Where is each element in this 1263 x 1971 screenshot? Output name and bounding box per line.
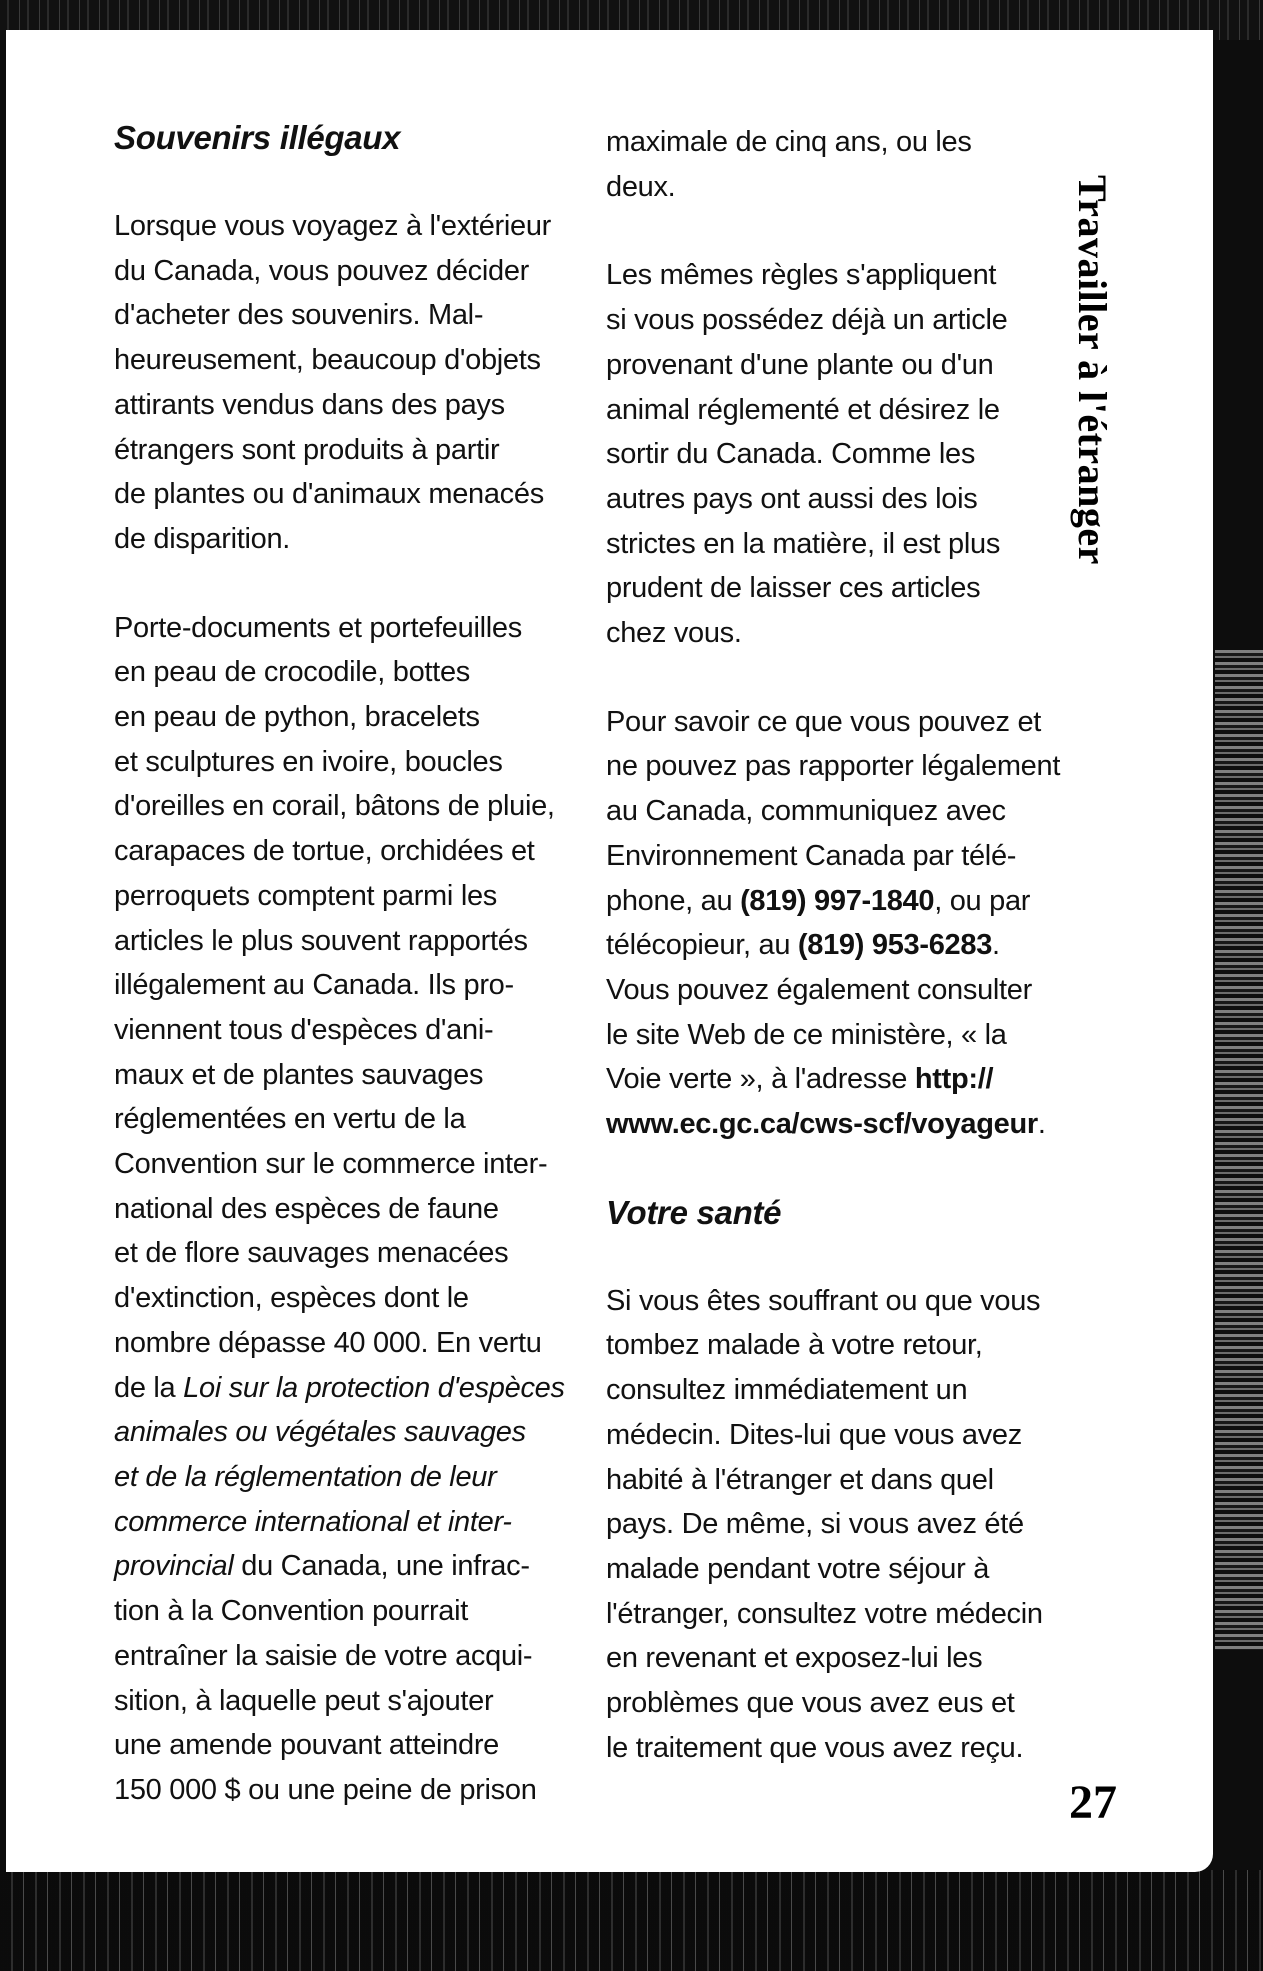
text-line: au Canada, communiquez avec bbox=[606, 795, 1006, 828]
text-line: sition, à laquelle peut s'ajouter bbox=[114, 1684, 494, 1717]
text-line: le traitement que vous avez reçu. bbox=[606, 1731, 1024, 1764]
text-line bbox=[114, 1544, 584, 1589]
text-line: carapaces de tortue, orchidées et bbox=[114, 835, 535, 868]
text-line bbox=[606, 879, 1076, 924]
text-line: Lorsque vous voyagez à l'extérieur bbox=[114, 210, 552, 242]
text-fragment: phone, au bbox=[606, 884, 741, 917]
text-line: nombre dépasse 40 000. En vertu bbox=[114, 1326, 542, 1359]
text-fragment: du Canada, une infrac- bbox=[233, 1550, 530, 1583]
text-line: d'acheter des souvenirs. Mal- bbox=[114, 299, 484, 332]
scan-edge-right bbox=[1215, 650, 1263, 1650]
text-line: ne pouvez pas rapporter légalement bbox=[606, 750, 1061, 783]
paragraph-same-rules bbox=[606, 253, 1076, 655]
text-line: perroquets comptent parmi les bbox=[114, 879, 497, 912]
text-line: le site Web de ce ministère, « la bbox=[606, 1018, 1007, 1051]
text-line: Convention sur le commerce inter- bbox=[114, 1148, 548, 1181]
text-fragment: télécopieur, au bbox=[606, 929, 798, 962]
text-line: de plantes ou d'animaux menacés bbox=[114, 478, 544, 511]
chapter-side-title: Travailler à l'étranger bbox=[1070, 175, 1115, 565]
text-line: sortir du Canada. Comme les bbox=[606, 438, 976, 471]
text-line: prudent de laisser ces articles bbox=[606, 572, 981, 605]
left-column bbox=[114, 116, 584, 1813]
text-line: provenant d'une plante ou d'un bbox=[606, 348, 994, 381]
paragraph-health bbox=[606, 1279, 1076, 1771]
section-heading-souvenirs: Souvenirs illégaux bbox=[114, 119, 401, 156]
text-line: entraîner la saisie de votre acqui- bbox=[114, 1639, 533, 1672]
text-line: heureusement, beaucoup d'objets bbox=[114, 344, 541, 377]
text-line: et de flore sauvages menacées bbox=[114, 1237, 509, 1270]
text-line: tombez malade à votre retour, bbox=[606, 1329, 983, 1362]
paragraph-contact bbox=[606, 700, 1076, 1147]
text-line: problèmes que vous avez eus et bbox=[606, 1687, 1015, 1720]
paragraph-continuation bbox=[606, 120, 1076, 209]
text-line: d'oreilles en corail, bâtons de pluie, bbox=[114, 790, 555, 823]
text-line: en peau de python, bracelets bbox=[114, 701, 480, 734]
text-line: articles le plus souvent rapportés bbox=[114, 924, 528, 957]
fax-number: (819) 953-6283 bbox=[797, 929, 993, 962]
text-fragment: . bbox=[992, 929, 1000, 962]
text-line bbox=[606, 923, 1076, 968]
text-line: en peau de crocodile, bottes bbox=[114, 656, 470, 689]
text-line: Environnement Canada par télé- bbox=[606, 839, 1017, 872]
text-line bbox=[606, 1102, 1076, 1147]
text-line: maux et de plantes sauvages bbox=[114, 1058, 484, 1091]
text-line: Vous pouvez également consulter bbox=[606, 973, 1032, 1006]
text-line: Porte-documents et portefeuilles bbox=[114, 611, 522, 644]
text-line: étrangers sont produits à partir bbox=[114, 433, 500, 466]
text-line: attirants vendus dans des pays bbox=[114, 388, 505, 421]
text-line: pays. De même, si vous avez été bbox=[606, 1508, 1024, 1541]
text-fragment: , ou par bbox=[934, 884, 1031, 917]
text-line: l'étranger, consultez votre médecin bbox=[606, 1597, 1043, 1630]
text-line: de disparition. bbox=[114, 522, 291, 555]
text-line: strictes en la matière, il est plus bbox=[606, 527, 1001, 560]
text-line: habité à l'étranger et dans quel bbox=[606, 1463, 994, 1496]
text-line: chez vous. bbox=[606, 617, 742, 650]
text-line: tion à la Convention pourrait bbox=[114, 1595, 469, 1628]
law-title-end: provincial bbox=[114, 1550, 234, 1583]
text-line: 150 000 $ ou une peine de prison bbox=[114, 1773, 537, 1806]
website-url-part1: http:// bbox=[914, 1063, 994, 1096]
text-line: du Canada, vous pouvez décider bbox=[114, 254, 530, 287]
text-line: si vous possédez déjà un article bbox=[606, 304, 1008, 337]
law-title-line: commerce international et inter- bbox=[114, 1505, 512, 1538]
section-heading-health: Votre santé bbox=[606, 1193, 782, 1231]
text-line: consultez immédiatement un bbox=[606, 1374, 968, 1407]
text-line: en revenant et exposez-lui les bbox=[606, 1642, 983, 1675]
text-fragment: de la bbox=[114, 1371, 184, 1404]
text-line: animal réglementé et désirez le bbox=[606, 393, 1000, 426]
text-line: viennent tous d'espèces d'ani- bbox=[114, 1013, 494, 1046]
text-line: réglementées en vertu de la bbox=[114, 1103, 466, 1136]
text-fragment: . bbox=[1037, 1108, 1046, 1141]
paragraph-intro bbox=[114, 204, 584, 562]
text-line: illégalement au Canada. Ils pro- bbox=[114, 969, 514, 1002]
text-line: Si vous êtes souffrant ou que vous bbox=[606, 1284, 1041, 1317]
text-line: médecin. Dites-lui que vous avez bbox=[606, 1418, 1022, 1451]
text-line: une amende pouvant atteindre bbox=[114, 1729, 500, 1762]
text-fragment: Voie verte », à l'adresse bbox=[606, 1063, 915, 1096]
text-line: maximale de cinq ans, ou les bbox=[606, 126, 972, 158]
text-line: Pour savoir ce que vous pouvez et bbox=[606, 705, 1042, 738]
law-title-line: et de la réglementation de leur bbox=[114, 1460, 497, 1493]
scan-border-bottom bbox=[0, 1870, 1263, 1971]
text-line: et sculptures en ivoire, boucles bbox=[114, 745, 503, 778]
phone-number: (819) 997-1840 bbox=[740, 884, 935, 917]
text-line: autres pays ont aussi des lois bbox=[606, 482, 978, 515]
text-line: national des espèces de faune bbox=[114, 1192, 499, 1225]
document-page bbox=[6, 30, 1213, 1872]
website-url-part2: www.ec.gc.ca/cws-scf/voyageur bbox=[606, 1108, 1038, 1141]
right-column bbox=[606, 120, 1076, 1771]
text-line bbox=[114, 1366, 584, 1411]
law-title-line: animales ou végétales sauvages bbox=[114, 1416, 526, 1449]
law-title: Loi sur la protection d'espèces bbox=[183, 1371, 565, 1404]
text-line: malade pendant votre séjour à bbox=[606, 1552, 990, 1585]
text-line bbox=[606, 1057, 1076, 1102]
text-line: Les mêmes règles s'appliquent bbox=[606, 259, 997, 292]
text-line: deux. bbox=[606, 170, 676, 203]
text-line: d'extinction, espèces dont le bbox=[114, 1282, 469, 1315]
page-number: 27 bbox=[1069, 1776, 1117, 1829]
paragraph-illegal-items bbox=[114, 606, 584, 1813]
